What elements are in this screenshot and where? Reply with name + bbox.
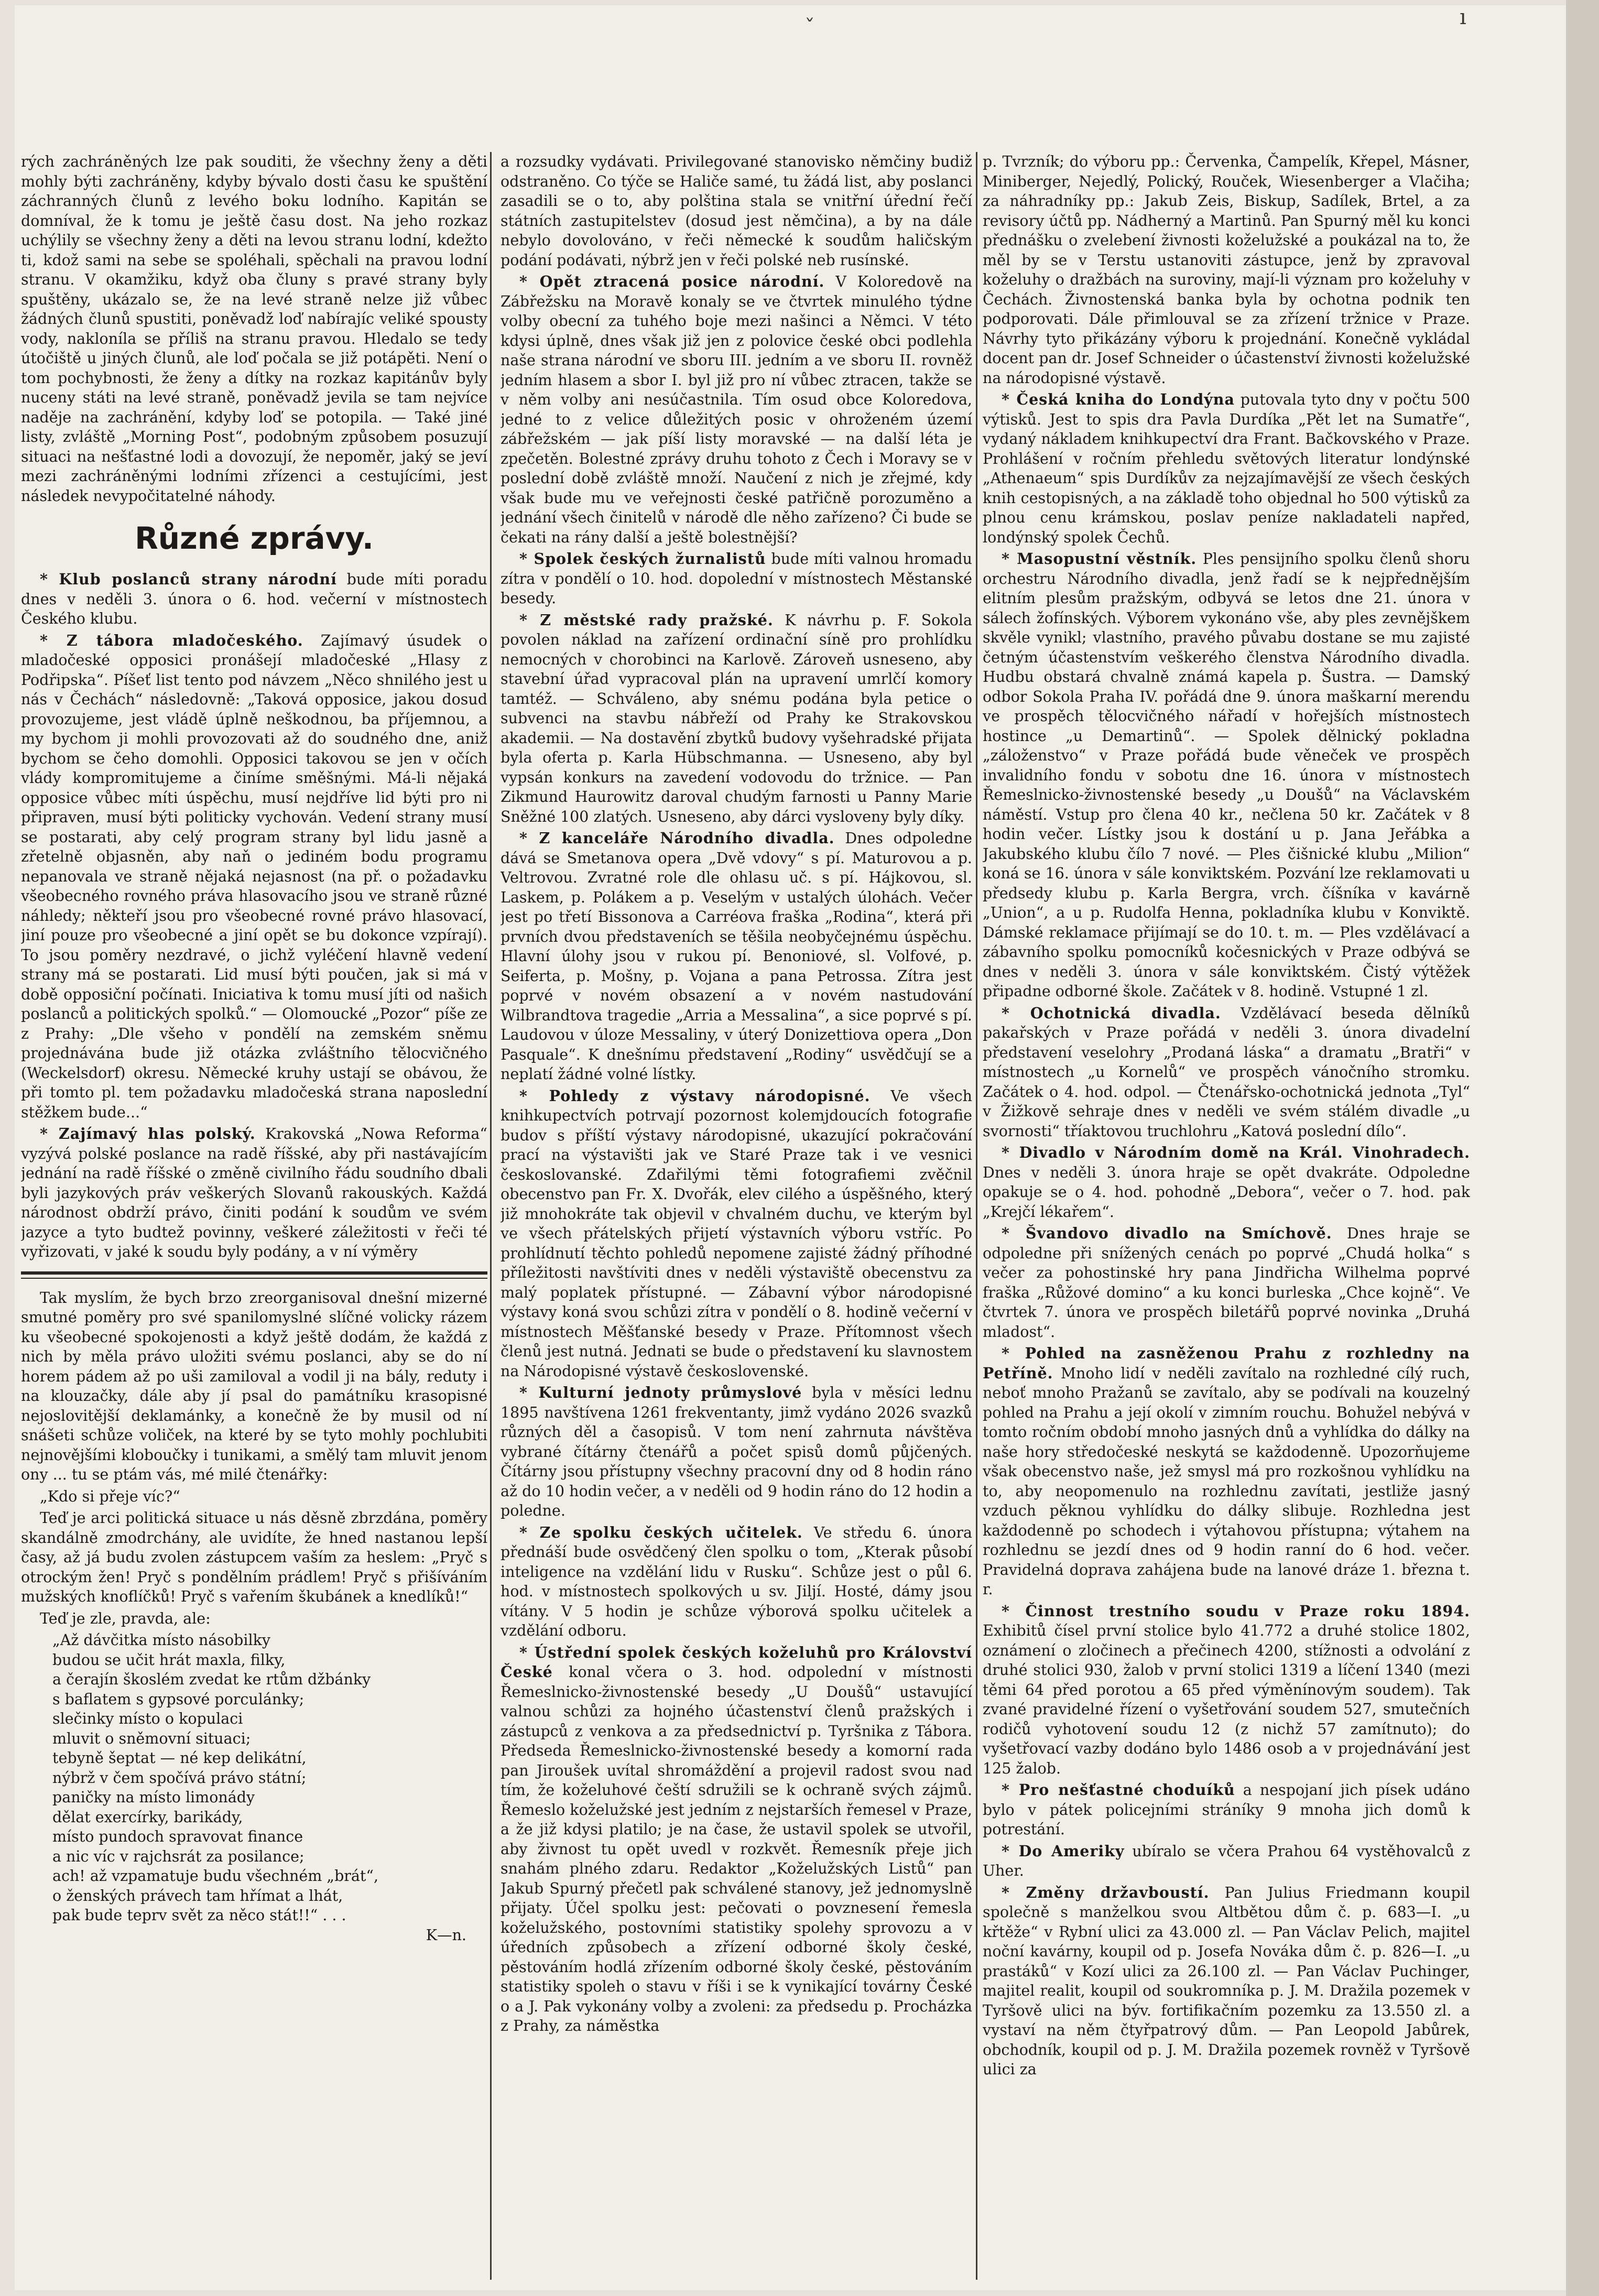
article-heading: * Ústřední spolek českých koželuhů pro Království České	[501, 1643, 972, 1681]
poem-line: s baflatem s gypsové porculánky;	[52, 1690, 304, 1708]
article-heading: * Spolek českých žurnalistů	[519, 550, 766, 568]
print-mark: ˇ	[804, 16, 815, 40]
column-1	[21, 152, 487, 2280]
column-rule	[976, 152, 977, 2280]
feuilleton-rule	[21, 1271, 487, 1275]
article-heading: * Ze spolku českých učitelek.	[519, 1523, 803, 1541]
article-heading: * Pohledy z výstavy národopisné.	[519, 1086, 871, 1105]
article-heading: * Pro nešťastné choduíků	[1002, 1781, 1235, 1799]
article-text: Krakovská „Nowa Reforma“ vyzývá polské poslance na radě říšské, aby při nastávajícím jednání na radě říšské o změně civilního řádu soudního dbali byli jazykových práv veškerých Slovanů rakouských. Každá národnost obdrží právo, činiti podání k soudům ve svém jazyce a tyto budtež povinny, veškeré záležitosti v řeči té vyřizovati, v jaké k soudu byly podány, a v ní výměry	[21, 1125, 487, 1260]
feuilleton-paragraph: Teď je arci politická situace u nás děsně zbrzdána, poměry skandálně zmodrchány, ale uvidíte, že hned nastanou lepší časy, až já budu zvolen zástupcem vaším za heslem: „Pryč s otrockým žen! Pryč s pondělním prádlem! Pryč s přišíváním mužských knoflíčků! Pryč s vařením škubánek a knedlíků!“	[21, 1509, 487, 1605]
poem-line: mluvit o sněmovní situaci;	[52, 1729, 251, 1747]
poem-line: nýbrž v čem spočívá právo státní;	[52, 1769, 307, 1787]
article-text: Dnes hraje se odpoledne při snížených cenách po poprvé „Chudá holka“ s večer za pohostinské hry pana Jindřicha Wilhelma poprvé fraška „Růžové domino“ a ku konci burleska „Chce kojně“. Ve čtvrtek 7. února ve prospěch biletářů poprvé novinka „Druhá mladost“.	[983, 1225, 1470, 1341]
section-title: Různé zprávy.	[135, 520, 374, 556]
poem-line: místo pundoch spravovat finance	[52, 1828, 303, 1845]
article-heading: * Z tábora mladočeského.	[40, 631, 303, 649]
article-text: ubíralo se včera Prahou 64 vystěhovalců z Uher.	[983, 1842, 1470, 1879]
bleed-through-text	[21, 115, 493, 157]
article-paragraph: p. Tvrzník; do výboru pp.: Červenka, Čampelík, Křepel, Másner, Miniberger, Nejedlý, Polický, Rouček, Wiesenberger a Vlačiha; za náhradníky pp.: Jakub Zeis, Biskup, Sadílek, Brtel, a za revisory účtů pp. Nádherný a Martinů. Pan Spurný měl ku konci přednášku o zvelebení živnosti koželužské a poukázal na to, že měl by se v Terstu ustanoviti zástupce, jenž by zpravoval koželuhy o dražbách na suroviny, mají-li význam pro koželuhy v Čechách. Živnostenská banka byla by ochotna podnik ten podporovati. Dále přimlouval se za zřízení tržnice v Praze. Návrhy tyto přikázány výboru k projednání. Konečně vykládal docent pan dr. Josef Schneider o účastenství živnosti koželužské na národopisné výstavě.	[983, 153, 1470, 387]
article-heading: * Zajímavý hlas polský.	[40, 1125, 256, 1142]
article-text: Dnes odpoledne dává se Smetanova opera „Dvě vdovy“ s pí. Maturovou a p. Veltrovou. Zvratné role dle ohlasu uč. s pí. Hájkovou, sl. Laskem, p. Polákem a p. Veselým v ustalých úlohách. Večer jest po třetí Bissonova a Carréova fraška „Rodina“, která při prvních dvou představeních se těšila neobyčejnému úspěchu. Hlavní úlohy jsou v rukou pí. Benoniové, sl. Volfové, p. Seiferta, p. Mošny, p. Vojana a pana Petrossa. Zítra jest poprvé v novém obsazení a v novém nastudování Wilbrandtova tragedie „Arria a Messalina“, a sice poprvé s pí. Laudovou v úloze Messaliny, v úterý Donizettiova opera „Don Pasquale“. K dnešnímu představení „Rodiny“ usvědčují se a neplatí žádné volné lístky.	[501, 830, 972, 1083]
poem-line: budou se učit hrát maxla, filky,	[52, 1651, 286, 1669]
article-heading: * Klub poslanců strany národní	[40, 570, 337, 588]
poem	[52, 1630, 487, 1925]
poem-line: a nic víc v rajchsrát za posilance;	[52, 1847, 304, 1865]
article-text: Zajímavý úsudek o mladočeské opposici pronášejí mladočeské „Hlasy z Podřipska“. Píšeť list tento pod návzem „Něco shnilého jest u nás v Čechách“ následovně: „Taková opposice, jakou dosud provozujeme, jest vládě úplně neškodnou, ba příjemnou, a my bychom ji mohli provozovati až do soudného dne, aniž bychom se čeho domohli. Opposici takovou se jen v očích vlády kompromitujeme a činíme směšnými. Má-li nějaká opposice vůbec míti úspěchu, musí nejdříve lid býti pro ni připraven, musí býti politicky vychován. Vedení strany musí se postarati, aby celý program strany byl lidu jasně a zřetelně objasněn, aby naň o jediném bodu programu nepanovala ve straně nějaká nejasnost (na př. o požadavku všeobecného rovného práva hlasovacího jsou ve straně různé náhledy; někteří jsou pro všeobecné rovné právo hlasovací, jiní pouze pro všeobecné a jiní opět se bu dokonce vzpírají). To jsou poměry nezdravé, o jichž vyléčení hlavně vedení strany má se postarati. Lid musí býti poučen, jak si má v době opposiční počínati. Iniciativa k tomu musí jíti od našich poslanců a politických spolků.“ — Olomoucké „Pozor“ píše ze z Prahy: „Dle všeho v pondělí na zemském sněmu projednávána bude již otázka zvláštního tělocvičného (Weckelsdorf) okresu. Německé kruhy ustají se obávou, že při tomto pl. tem požadavku mladočeská strana naposlední stěžkem bude...“	[21, 632, 487, 1121]
column-rule	[490, 152, 492, 2280]
article-text: putovala tyto dny v počtu 500 výtisků. Jest to spis dra Pavla Durdíka „Pět let na Sumatře“, vydaný nákladem knihkupectví dra Frant. Bačkovského v Praze. Prohlášení v ročním přehledu světových literatur londýnské „Athenaeum“ spis Durdíkův za nejzajímavější ze všech českých knih cestopisných, a na základě toho objednal ho 500 výtisků za plnou cenu krámskou, poslav peníze nakladateli napřed, londýnský spolek Čechů.	[983, 391, 1470, 546]
article-text: Dnes v neděli 3. února hraje se opět dvakráte. Odpoledne opakuje se o 4. hod. pohodně „Debora“, večer o 7. hod. pak „Krejčí lékařem“.	[983, 1163, 1470, 1221]
print-mark: ı	[1460, 5, 1466, 29]
article-text: Ples pensijního spolku členů shoru orchestru Národního divadla, jenž řadí se k nejpřednějším elitním plesům pražským, odbyvá se letos dne 21. února v sálech žofínských. Výborem vykonáno vše, aby ples zevnějškem skvěle vynikl; vlastního, pravého půvabu dostane se mu zajisté četným účastenstvím veškerého členstva Národního divadla. Hudbu obstará chvalně známá kapela p. Šustra. — Damský odbor Sokola Praha IV. pořádá dne 9. února maškarní merendu ve prospěch tělocvičného nářadí v hořejších místnostech hostince „u Demartinů“. — Spolek dělnický pokladna „záloženstvo“ v Praze pořádá bude věneček ve prospěch invalidního fondu v sobotu dne 16. února v místnostech Řemeslnicko-živnostenské besedy „u Doušů“ na Václavském náměstí. Vstup pro člena 40 kr., nečlena 50 kr. Začátek v 8 hodin večer. Lístky jsou k dostání u p. Jana Jeřábka a Jakubského klubu čílo 7 nové. — Ples čišnické klubu „Milion“ koná se 16. února v sále konviktském. Pozvání lze reklamovati u předsedy klubu p. Karla Bergra, vrch. číšníka v kavárně „Union“, a u p. Rudolfa Henna, pokladníka klubu v Konviktě. Dámské reklamace přijímají se do 10. t. m. — Ples vzdělávací a zábavního spolku pomocníků kočesnických v Praze odbývá se dnes v neděli 3. února v sále konviktském. Čistý výtěžek připadne odborné škole. Začátek v 8. hodině. Vstupné 1 zl.	[983, 550, 1470, 1000]
article-heading: * Ochotnická divadla.	[1002, 1004, 1221, 1022]
article-text: byla v měsíci lednu 1895 navštívena 1261 frekventanty, jimž vydáno 2026 svazků různých děl a časopisů. V tom není zahrnuta návštěva vybrané čítárny čtenářů a počet spisů domů půjčených. Čítárny jsou přístupny všechny pracovní dny od 8 hodin ráno až do 10 hodin večer, a v neděli od 9 hodin ráno do 12 hodin a poledne.	[501, 1384, 972, 1519]
article-heading: * Z kanceláře Národního divadla.	[519, 829, 835, 847]
article-heading: * Česká knihа do Londýna	[1002, 390, 1235, 408]
poem-line: paničky na místo limonády	[52, 1789, 255, 1806]
poem-line: ach! až vzpamatuje budu všechném „brát“,	[52, 1867, 379, 1885]
article-text: Mnoho lidí v neděli zavítalo na rozhledné cílý ruch, neboť mnoho Pražanů se zavítalo, aby se podívali na kouzelný pohled na Prahu a její okolí v zimním rouchu. Bohužel nebývá v tomto ročním období mnoho jasných dnů a vyhlídka do dálky na naše hory středočeské neskytá se každodenně. Upozorňujeme však obecenstvo naše, jež smysl má pro rozkošnou vyhlídku na to, aby neopomenulo na rozhlednu zavítati, jestliže jasný vzduch pěknou vyhlídku do dálky slibuje. Rozhledna jest každodenně po schodech i výtahovou přístupna; výtahem na rozhlednu se jezdí dnes od 9 hodin ranní do 6 hod. večer. Pravidelná doprava zahájena bude na lanové dráze 1. března t. r.	[983, 1364, 1470, 1598]
article-heading: * Kulturní jednoty průmyslové	[519, 1384, 802, 1401]
article-text: a nespojaní jich písek udáno bylo v pátek policejními stráníky 9 mnoha jich domů k potrestání.	[983, 1781, 1470, 1838]
feuilleton-paragraph: Tak myslím, že bych brzo zreorganisoval dnešní mizerné smutné poměry pro své spanilomyslné slíčné volicky rázem ku všeobecné spokojenosti a když ještě dodám, že každá z nich by měla právo uložiti svému poslanci, aby se do ní horem pádem až po uši zamiloval a vodil ji na bály, reduty i na klouzačky, dále aby jí psal do památníku krasopisné nejoslovitější deklamánky, a konečně že by musil od ní snášeti schůze voliček, na které by se tyto mohly pochlubiti nejnovějšími kloboučky i tunikami, a smělý tam mluvit jenom ony ... tu se ptám vás, mé milé čtenářky:	[21, 1289, 487, 1483]
article-heading: * Divadlo v Národním domě na Král. Vinohradech.	[1002, 1144, 1470, 1161]
article-heading: * Z městské rady pražské.	[519, 611, 774, 629]
article-text: K návrhu p. F. Sokola povolen náklad na zařízení ordinační síně pro prohlídku nemocných v chorobinci na Karlově. Zároveň usneseno, aby stavební úřad vypracoval plán na upravení umrlčí komory tamtéž. — Schváleno, aby snému podána byla petice o subvenci na stavbu nábřeží od Prahy ke Strakovskou akademii. — Na dostavění zbytků budovy vyšehradské přijata byla oferta p. Karla Hübschmanna. — Usneseno, aby byl vypsán konkurs na zavedení vodovodu do tržnice. — Pan Zikmund Haurowitz daroval chudým farnosti u Panny Marie Sněžné 100 zlatých. Usneseno, aby dárci vysloveny byly díky.	[501, 611, 972, 825]
column-2	[501, 152, 972, 2280]
poem-line: dělat exercírky, barikády,	[52, 1808, 243, 1826]
poem-line: pak bude teprv svět za něco stát!!“ . . .	[52, 1907, 346, 1924]
poem-line: a čerajín škoslém zvedat ke rtům džbánky	[52, 1671, 371, 1688]
article-text: Ve středu 6. února přednáší bude osvědčený člen spolku o tom, „Kterak působí inteligence na vzdělání lidu v Rusku“. Schůze jest o půl 6. hod. v místnostech spolkových u sv. Jiljí. Hosté, dámy jsou vítány. V 5 hodin je schůze výborová spolku učitelek a vzdělání odboru.	[501, 1524, 972, 1639]
feuilleton-rule	[21, 1278, 487, 1279]
article-text: Exhibitů čísel první stolice bylo 41.772 a druhé stolice 1802, oznámení o zločinech a přečinech 4200, stížnosti a odvolání z druhé stolici 930, žalob v první stolici 1319 a líčení 1340 (mezi těmi 64 před porotou a 65 před výměnínovým soudem). Tak zvané pravidelné řízení o vyšetřování soudem 527, smutečních rodičů vyhotovení soudu 12 (z nichž 57 zamítnuto); do vyšetřovací vazby dodáno bylo 1486 osob a v projednávání jest 125 žalob.	[983, 1622, 1470, 1777]
article-heading: * Do Ameriky	[1002, 1842, 1125, 1860]
signature: K—n.	[426, 1926, 466, 1944]
article-text: bude míti valnou hromadu zítra v pondělí o 10. hod. dopolední v místnostech Městanské besedy.	[501, 550, 972, 607]
article-heading: * Opět ztracená posice národní.	[519, 273, 825, 290]
article-paragraph: rých zachráněných lze pak souditi, že všechny ženy a děti mohly býti zachráněny, kdyby bývalo dosti času ke spuštění záchranných člunů z levého boku lodního. Kapitán se domníval, že k tomu je ještě času dost. Na jeho rozkaz uchýlily se všechny ženy a děti na levou stranu lodní, kdežto ti, kdož sami na sebe se spoléhali, spěchali na pravou lodní stranu. V okamžiku, když oba čluny s pravé strany byly spuštěny, ukázalo se, že na levé straně nelze již vůbec žádných člunů spustiti, poněvadž loď nabírajíc veliké spousty vody, nakloníla se příliš na stranu pravou. Hledalo se tedy útočiště u jiných člunů, ale loď počala se již potápěti. Není o tom pochybnosti, že ženy a dítky na rozkaz kapitánův byly nuceny státi na levé straně, poněvadž jevila se tam nejvíce naděje na zachránění, kdyby loď se potopila. — Také jiné listy, zvláště „Morning Post“, podobným způsobem posuzují situaci na nešťastné lodi a dovozují, že nepoměr, jaký se jeví mezi zachráněnými lodními zřízenci a cestujícími, jest následek nevypočitatelné náhody.	[21, 153, 487, 505]
page-edge	[1566, 0, 1599, 2296]
article-text: Vzdělávací beseda dělníků pakařských v Praze pořádá v neděli 3. února divadelní představení veselohry „Prodaná láska“ a dramatu „Bratři“ v místnostech „u Kornelů“ ve prospěch vánočního stromku. Začátek o 4. hod. odpol. — Čtenářsko-ochotnická jednota „Tyl“ v Žižkově sehraje dnes v neděli ve svém stálém divadle „u svornosti“ tříaktovou truchlohru „Katová poslední dílo“.	[983, 1004, 1470, 1140]
poem-line: slečinky místo o kopulaci	[52, 1710, 243, 1727]
article-heading: * Pohled na zasněženou Prahu z rozhledny na Petříně.	[983, 1344, 1470, 1382]
article-text: V Koloredově na Zábřežsku na Moravě konaly se ve čtvrtek minulého týdne volby obecní za tuhého boje mezi našinci a Němci. V této kdysi úplně, dnes však již jen z polovice české obci podlehla naše strana národní ve sboru III. jedním a ve sboru II. rovněž jedním hlasem a sbor I. byl již pro ní vůbec ztracen, takže se v něm volby ani nesúčastnila. Tím osud obce Koloredova, jedné to z velice důležitých posic v ohroženém území zábřežském — jak píší listy moravské — na další léta je zpečetěn. Bolestné zprávy druhu tohoto z Čech i Moravy se v poslední době zvláště množí. Naučení z nich je zřejmé, kdy však bude mu ve veřejnosti české patřičně porozuměno a jednání všech činitelů v národě dle něho zařízeno? Či bude se čekati na rány další a ještě bolestnější?	[501, 273, 972, 546]
article-text: konal včera o 3. hod. odpolední v místnosti Řemeslnicko-živnostenské besedy „U Doušů“ ustavující valnou schůzi za hojného účastenství členů pražských i zástupců z venkova a za předsednictví p. Tyršnika z Tábora. Předseda Řemeslnicko-živnostenské besedy a komorní rada pan Jiroušek uvítal shromáždění a projevil radost svou nad tím, že koželuhové čeští sdružili se k ochraně svých zájmů. Řemeslo koželužské jest jedním z nejstarších řemesel v Praze, a že již kdysi platilo; je na čase, že ustavil spolek se utvořil, aby živnost tu opět uvedl v rozkvět. Řemesník přeje jich snahám plného zdaru. Redaktor „Koželužských Listů“ pan Jakub Spurný přečetl pak schválené stanovy, jež jednomyslně přijaty. Účel spolku jest: pečovati o povznesení řemesla koželužského, postovními statistiky spolehy sprovozu a v úředních způsobech a zřízení odborné školy české, pěstováním hodlá zřízením odborné školy české, pěstováním statistiky spoleh o stavu v říši i se k vynikající továrny České o a J. Pak vykonány volby a zvoleni: za předsedu p. Procházka z Prahy, za náměstka	[501, 1663, 972, 2034]
poem-line: o ženských právech tam hřímat a lhát,	[52, 1887, 343, 1905]
feuilleton-paragraph: „Kdo si přeje víc?“	[40, 1487, 180, 1505]
article-heading: * Změny državboustí.	[1002, 1883, 1210, 1901]
feuilleton-paragraph: Teď je zle, pravda, ale:	[40, 1609, 211, 1627]
column-3	[983, 152, 1470, 2280]
article-text: Pan Julius Friedmann koupil společně s manželkou svou Altbětou dům č. p. 683—I. „u křtěže“ v Rybní ulici za 43.000 zl. — Pan Václav Pelich, majitel noční kavárny, koupil od p. Josefa Nováka dům č. p. 826—I. „u prastáků“ v Kozí ulici za 26.100 zl. — Pan Václav Puchinger, majitel realit, koupil od soukromníka p. J. M. Dražila pozemek v Tyršově ulici na býv. fortifikačním pozemku za 13.550 zl. a vystaví na něm čtyřpatrový dům. — Pan Leopold Jabůrek, obchodník, koupil od p. J. M. Dražila pozemek rovněž v Tyršově ulici za	[983, 1884, 1470, 2078]
article-text: bude míti poradu dnes v neděli 3. února o 6. hod. večerní v místnostech Českého klubu.	[21, 571, 487, 627]
poem-line: „Až dávčitka místo násobilky	[52, 1631, 271, 1649]
article-text: Ve všech knihkupectvích potrvají pozornost kolemjdoucích fotografie budov s příští výstavy národopisné, ukazující pokračování prací na výstavišti jak ve Staré Praze tak i ve vesnici českoslovanské. Zdařilými těmi fotografiemi zvěčnil obecenstvo pan Fr. X. Dvořák, elev cilého a úspěšného, který již mnohokráte tak objevil v chvalném duchu, ve kterým byl ve všech přátelských přijetí výstavních výboru vstříc. Po prohlídnutí těchto pohledů nepomene zajisté žádný příhodné příležitosti navštíviti dnes v neděli výstaviště obecenstvu za malý poplatek přístupné. — Zábavní výbor národopisné výstavy koná svou schůzi zítra v pondělí o 8. hodině večerní v místnostech Měšťanské besedy v Praze. Přítomnost všech členů jest nutná. Jednati se bude o představení ku slavnostem na Národopisné výstavě československé.	[501, 1087, 972, 1380]
article-paragraph: a rozsudky vydávati. Privilegované stanovisko němčiny budiž odstraněno. Co týče se Haliče samé, tu žádá list, aby poslanci zasadili se o to, aby polština stala se vnitřní úřední řečí státních zastupitelstev (dosud jest němčina), a by na dále nebylo dovolováno, v řeči německé k soudům haličským podání podávati, nýbrž jen v řeči polské neb rusínské.	[501, 153, 972, 269]
article-heading: * Švandovo divadlo na Smíchově.	[1002, 1224, 1332, 1242]
poem-line: tebyně šeptat — né kep delikátní,	[52, 1749, 307, 1767]
article-heading: * Masopustní věstník.	[1002, 550, 1197, 568]
article-heading: * Činnost trestního soudu v Praze roku 1894.	[1002, 1602, 1470, 1620]
